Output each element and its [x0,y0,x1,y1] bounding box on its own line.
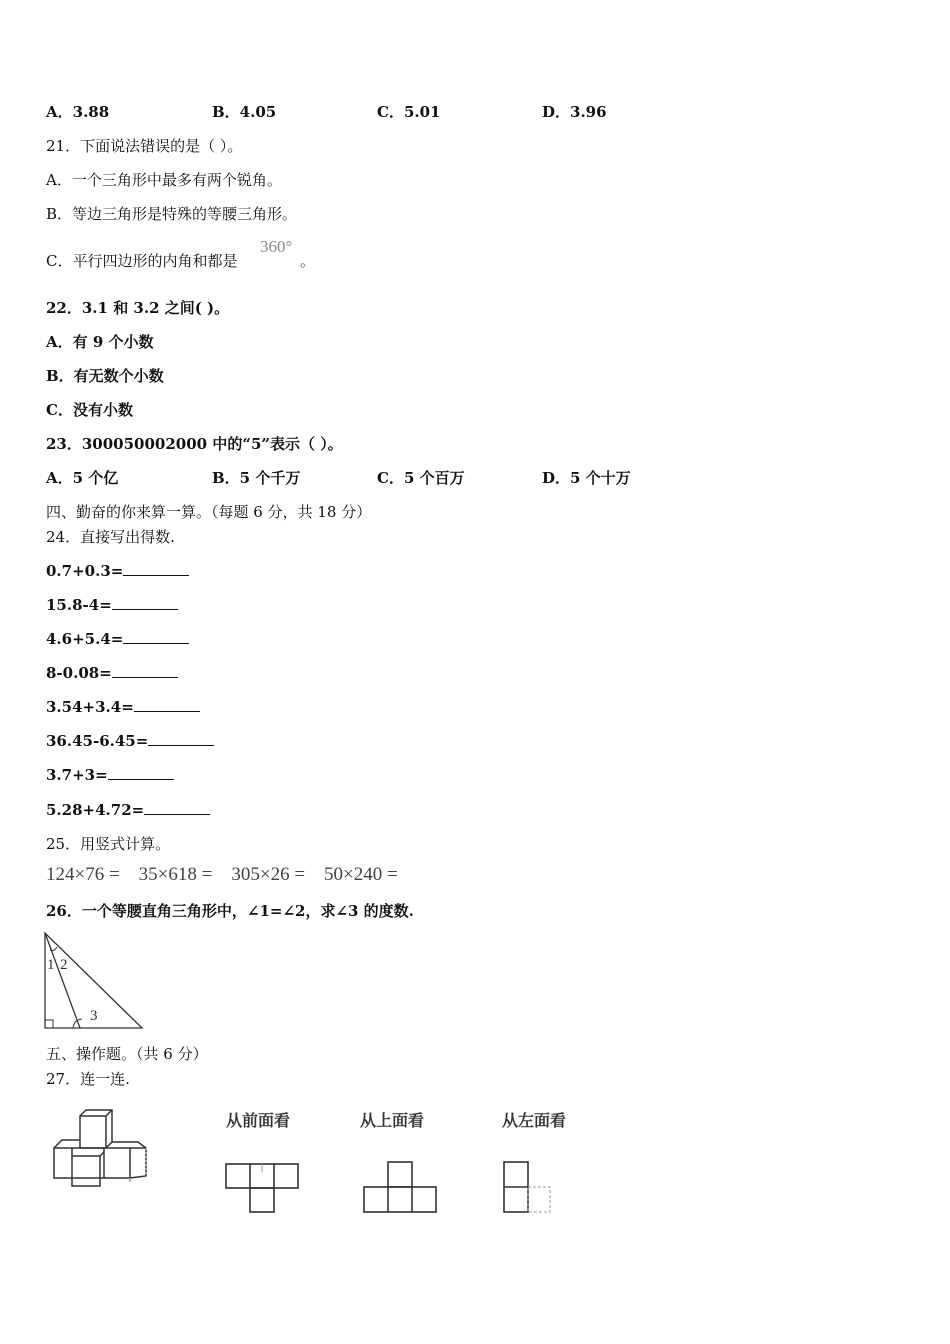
front-view-shape [222,1160,302,1216]
answer-blank[interactable] [123,629,189,644]
answer-blank[interactable] [112,595,178,610]
q21-degree-value: 360° [260,237,293,256]
answer-blank[interactable] [144,800,210,815]
view-label-top: 从上面看 [360,1111,425,1130]
q24-item: 8-0.08= [46,663,178,683]
q20-option-b: B．4.05 [212,103,277,121]
answer-blank[interactable] [148,731,214,746]
q21-option-c-text: C．平行四边形的内角和都是 [46,252,238,270]
left-view-shape [500,1158,556,1216]
q21-option-b: B．等边三角形是特殊的等腰三角形。 [46,205,298,223]
answer-blank[interactable] [123,561,189,576]
q21-option-c [46,251,237,271]
q22-option-a: A．有 9 个小数 [46,333,154,351]
q27-stem: 27．连一连. [46,1070,130,1088]
q26-triangle-figure [40,928,150,1032]
view-label-left: 从左面看 [502,1111,567,1130]
view-label-front: 从前面看 [226,1111,291,1130]
answer-blank[interactable] [134,697,200,712]
q23-option-d: D．5 个十万 [542,469,631,487]
q24-item: 5.28+4.72= [46,800,210,820]
q23-option-c: C．5 个百万 [377,469,465,487]
q26-stem: 26．一个等腰直角三角形中，∠1=∠2，求∠3 的度数. [46,902,414,920]
q24-item: 3.7+3= [46,765,174,785]
q20-option-a: A．3.88 [46,103,110,121]
q22-option-b: B．有无数个小数 [46,367,164,385]
q23-option-b: B．5 个千万 [212,469,301,487]
q22-option-c: C．没有小数 [46,401,133,419]
q24-item: 3.54+3.4= [46,697,200,717]
angle-label-3: 3 [90,1008,98,1024]
q25-stem: 25．用竖式计算。 [46,835,171,853]
q22-stem: 22．3.1 和 3.2 之间( )。 [46,299,230,317]
section5-title: 五、操作题。（共 6 分） [46,1045,208,1063]
answer-blank[interactable] [108,765,174,780]
q23-option-a: A．5 个亿 [46,469,119,487]
q24-item: 4.6+5.4= [46,629,189,649]
q21-option-a: A．一个三角形中最多有两个锐角。 [46,171,282,189]
q21-option-c-end: 。 [300,252,316,270]
q20-option-d: D．3.96 [542,103,607,121]
q23-stem: 23．300050002000 中的“5”表示（ ）。 [46,435,343,453]
q27-solid-figure [50,1108,160,1190]
q24-item: 15.8-4= [46,595,178,615]
top-view-shape [360,1158,442,1216]
answer-blank[interactable] [112,663,178,678]
q24-stem: 24．直接写出得数. [46,528,175,546]
q25-expressions: 124×76 = 35×618 = 305×26 = 50×240 = [46,864,398,885]
q21-stem: 21．下面说法错误的是（ ）。 [46,137,243,155]
angle-label-2: 2 [60,957,68,973]
q24-item: 0.7+0.3= [46,561,189,581]
section4-title: 四、勤奋的你来算一算。（每题 6 分，共 18 分） [46,503,372,521]
angle-label-1: 1 [47,957,55,973]
q20-option-c: C．5.01 [377,103,441,121]
q24-item: 36.45-6.45= [46,731,214,751]
